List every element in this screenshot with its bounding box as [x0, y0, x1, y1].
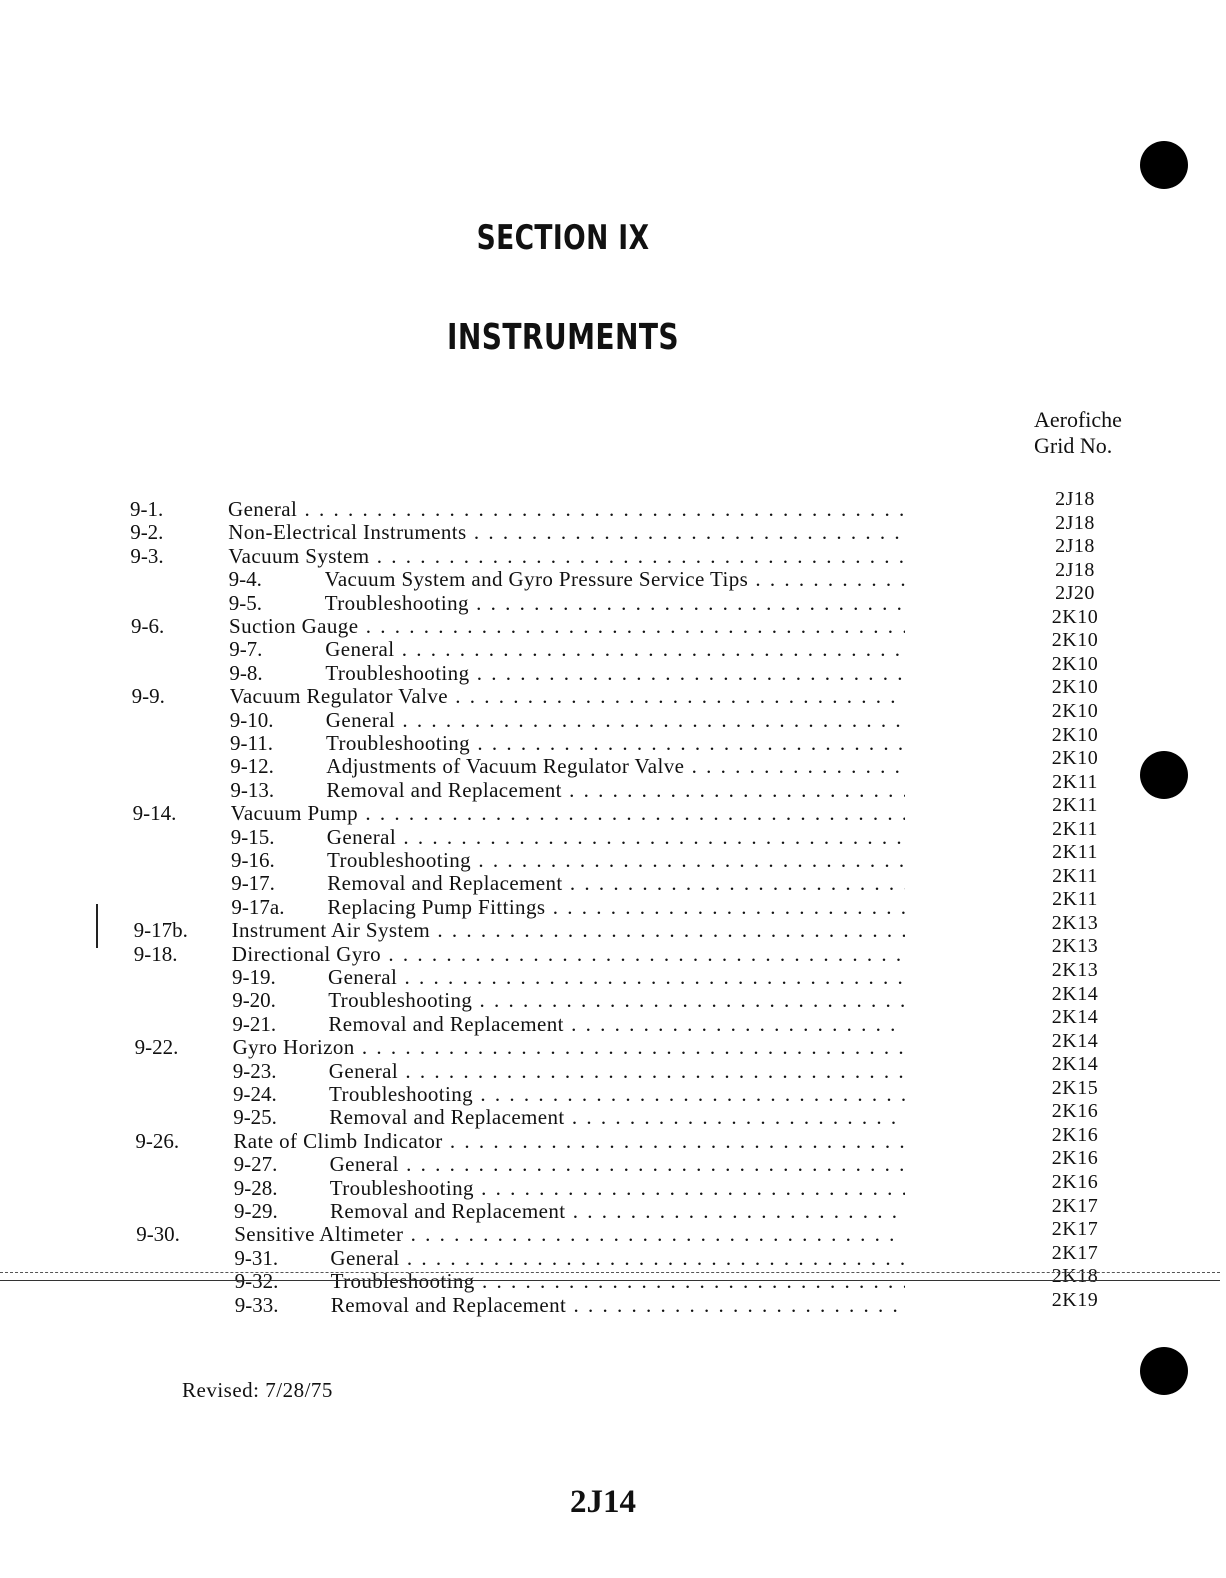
toc-entry-number: 9-16. [231, 848, 275, 872]
toc-entry-title: Gyro Horizon . . . [233, 1036, 905, 1059]
toc-entry-number: 9-12. [230, 754, 274, 779]
grid-number: 2K10 [1051, 605, 1099, 628]
toc-entry-title: Directional Gyro . . . [232, 943, 905, 966]
toc-entry-number: 9-24. [233, 1082, 277, 1106]
toc-entry-title: Troubleshooting . . . [326, 732, 905, 755]
grid-number: 2K16 [1051, 1170, 1099, 1193]
toc-entry-number: 9-15. [230, 824, 275, 849]
grid-number: 2K19 [1051, 1288, 1099, 1311]
revision-date: Revised: 7/28/75 [182, 1378, 333, 1402]
toc-entry-title: Removal and Replacement . . . [330, 1200, 905, 1223]
toc-entry-title: Troubleshooting . . . [328, 989, 905, 1012]
grid-number: 2K16 [1051, 1123, 1099, 1146]
strike-line [0, 1272, 1220, 1273]
toc-entry-number: 9-17a. [231, 894, 285, 919]
toc-entry-title: Troubleshooting . . . [331, 1270, 905, 1293]
toc-entry-number: 9-4. [228, 567, 262, 592]
grid-number: 2J18 [1055, 535, 1095, 558]
grid-number: 2K15 [1051, 1076, 1099, 1099]
toc-entry-title: Vacuum Regulator Valve . . . [230, 685, 905, 708]
toc-entry-number: 9-31. [234, 1245, 279, 1270]
grid-number: 2K14 [1051, 1029, 1099, 1052]
toc-entry-title: Removal and Replacement . . . [326, 779, 905, 802]
grid-number: 2K11 [1052, 864, 1098, 887]
grid-number: 2K11 [1052, 841, 1098, 864]
toc-entry-title: General . . . [327, 826, 905, 849]
grid-number: 2K16 [1051, 1147, 1099, 1170]
toc-entry-number: 9-17b. [133, 918, 188, 943]
grid-number: 2K10 [1051, 747, 1099, 770]
grid-number: 2K18 [1051, 1265, 1099, 1288]
toc-entry-title: Adjustments of Vacuum Regulator Valve . . . [326, 755, 905, 778]
toc-entry-title: Removal and Replacement . . . [328, 1013, 905, 1036]
toc-entry-title: Removal and Replacement . . . [331, 1294, 905, 1317]
grid-header-line1: Aerofiche [1034, 407, 1122, 432]
grid-header-line2: Grid No. [1034, 433, 1113, 458]
grid-number: 2K11 [1052, 888, 1098, 911]
toc-entry-number: 9-9. [131, 684, 165, 709]
toc-entry-title: Troubleshooting . . . [327, 849, 905, 872]
grid-number: 2K10 [1051, 629, 1099, 652]
toc-entry-number: 9-21. [232, 1011, 277, 1036]
toc-entry-title: General . . . [330, 1153, 905, 1176]
grid-number: 2J18 [1055, 488, 1095, 510]
grid-number: 2K10 [1051, 676, 1099, 699]
toc-entry-title: Vacuum System . . . [228, 545, 905, 568]
toc-entry-number: 9-25. [233, 1105, 277, 1130]
toc-entry-title: General . . . [326, 709, 905, 732]
toc-entry-number: 9-30. [136, 1222, 180, 1247]
toc-entry-number: 9-28. [233, 1175, 278, 1200]
fiche-page-code: 2J14 [570, 1484, 636, 1520]
toc-entry-number: 9-22. [134, 1035, 179, 1060]
toc-entry-number: 9-29. [234, 1199, 278, 1223]
toc-entry-number: 9-10. [229, 707, 274, 732]
grid-number: 2K17 [1051, 1194, 1099, 1217]
toc-entry-title: Non-Electrical Instruments . . . [228, 521, 905, 544]
grid-number: 2K10 [1051, 723, 1099, 746]
toc-entry-number: 9-1. [130, 497, 164, 521]
grid-number: 2K11 [1052, 770, 1098, 793]
toc-entry-number: 9-11. [230, 731, 273, 755]
grid-number: 2K10 [1051, 652, 1099, 675]
toc-entry-title: Troubleshooting . . . [325, 662, 905, 685]
toc-entry-title: Vacuum System and Gyro Pressure Service Tips . . . [325, 568, 905, 591]
toc-entry-number: 9-18. [133, 941, 178, 966]
toc-entry-number: 9-33. [234, 1292, 279, 1317]
grid-number: 2K14 [1051, 982, 1099, 1005]
grid-number: 2K11 [1052, 794, 1098, 817]
toc-entry-title: General . . . [329, 1060, 905, 1083]
grid-number: 2K10 [1051, 699, 1099, 722]
toc-entry-number: 9-27. [233, 1152, 278, 1177]
toc-entry-title: General . . . [228, 498, 905, 521]
grid-number: 2J20 [1055, 582, 1095, 605]
grid-number: 2K14 [1051, 1006, 1099, 1029]
toc-entry-title: Troubleshooting . . . [329, 1083, 905, 1106]
toc-entry-title: Sensitive Altimeter . . . [234, 1223, 905, 1246]
toc-entry-title: Instrument Air System . . . [232, 919, 905, 942]
strike-line [0, 1280, 1220, 1281]
grid-number: 2K13 [1051, 911, 1099, 934]
toc-entry-number: 9-19. [232, 965, 276, 989]
grid-number: 2K14 [1051, 1053, 1099, 1076]
grid-number: 2K13 [1051, 959, 1099, 981]
toc-entry-number: 9-13. [230, 777, 275, 802]
toc-entry-number: 9-6. [131, 614, 165, 638]
toc-entry-number: 9-32. [234, 1269, 279, 1294]
toc-entry-title: General . . . [325, 638, 905, 661]
toc-entry-title: Removal and Replacement . . . [329, 1106, 905, 1129]
toc-entry-number: 9-14. [132, 801, 177, 826]
section-title: SECTION IX [476, 218, 650, 258]
toc-entry-title: General . . . [328, 966, 905, 989]
toc-entry-title: General . . . [330, 1247, 905, 1270]
grid-number: 2K11 [1052, 817, 1098, 840]
grid-number: 2J18 [1055, 558, 1095, 581]
grid-number: 2K13 [1051, 935, 1099, 958]
toc-entry-number: 9-8. [229, 660, 263, 685]
toc-entry-number: 9-5. [228, 590, 263, 615]
toc-entry-title: Suction Gauge . . . [229, 615, 905, 638]
grid-number: 2K17 [1051, 1241, 1099, 1264]
toc-entry-title: Troubleshooting . . . [330, 1177, 905, 1200]
toc-entry-number: 9-7. [229, 637, 263, 662]
toc-entry-title: Replacing Pump Fittings . . . [327, 896, 905, 919]
toc-entry-title: Vacuum Pump . . . [231, 802, 905, 825]
grid-number: 2K17 [1051, 1218, 1099, 1241]
grid-number: 2K16 [1051, 1100, 1099, 1123]
toc-entry-title: Removal and Replacement . . . [327, 872, 905, 895]
toc-entry-number: 9-23. [232, 1058, 277, 1083]
toc-entry-title: Troubleshooting . . . [325, 592, 905, 615]
toc-entry-number: 9-26. [135, 1128, 180, 1153]
toc-entry-number: 9-3. [130, 543, 164, 568]
toc-entry-number: 9-2. [130, 520, 164, 545]
section-subtitle: INSTRUMENTS [446, 317, 680, 358]
toc-entry-number: 9-17. [231, 871, 275, 896]
toc-entry-number: 9-20. [232, 988, 276, 1013]
toc-entry-title: Rate of Climb Indicator . . . [233, 1130, 905, 1153]
grid-number: 2J18 [1055, 511, 1095, 534]
